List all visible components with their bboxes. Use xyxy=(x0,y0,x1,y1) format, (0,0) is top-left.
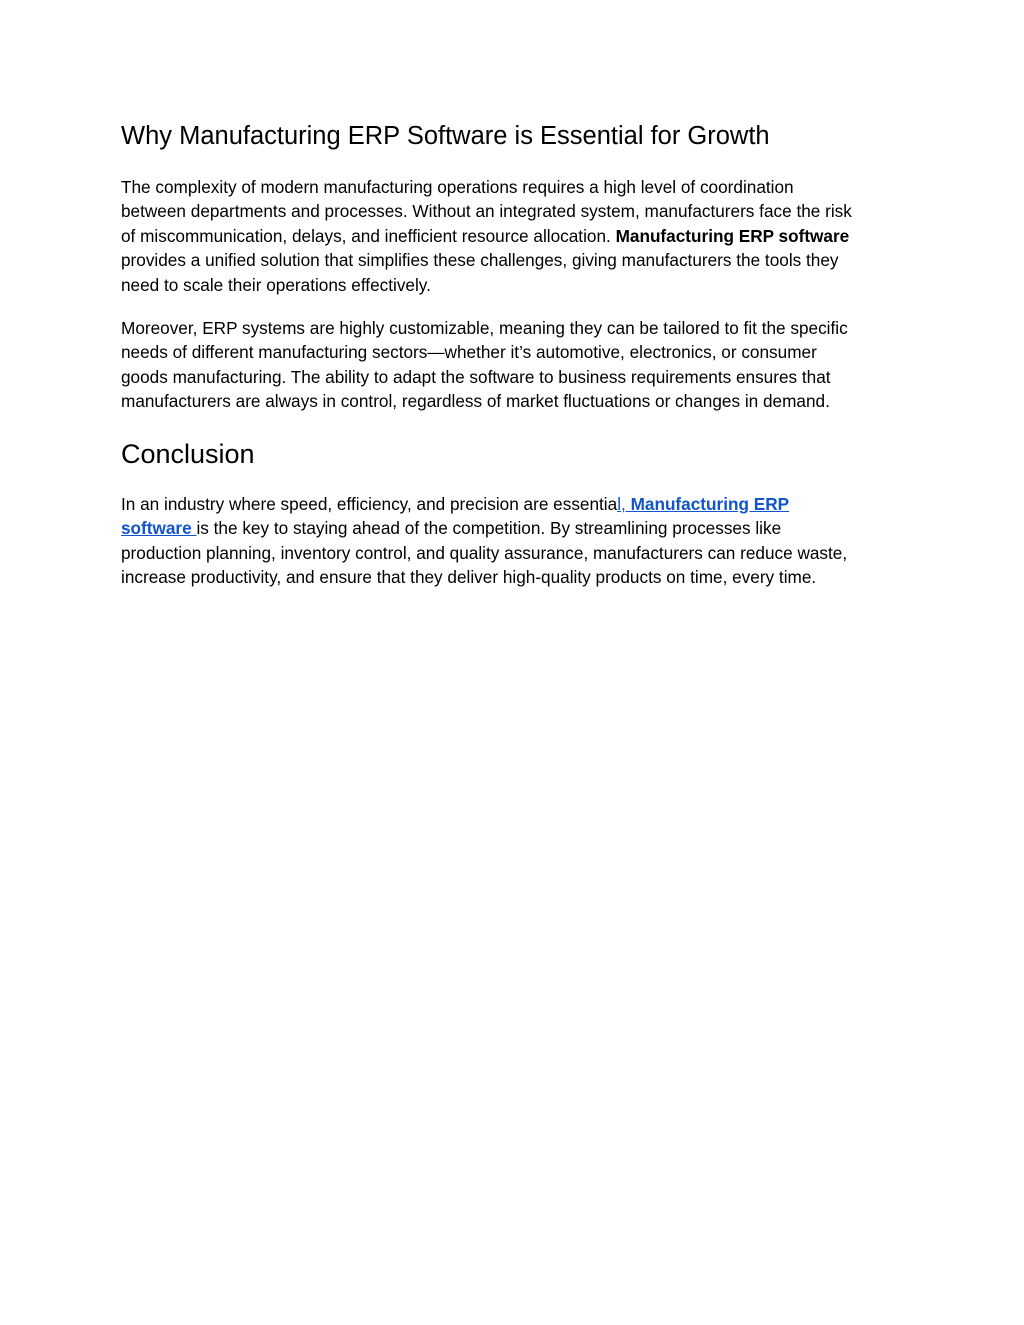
erp-software-link[interactable]: Manufacturing ERP xyxy=(630,494,790,514)
text-line xyxy=(121,492,911,516)
text-segment: In an industry where speed, efficiency, and precision are essentia xyxy=(121,494,618,514)
text-line: provides a unified solution that simplifies these challenges, giving manufacturers the tools they xyxy=(121,250,839,271)
erp-software-link-prefix[interactable]: l, xyxy=(617,494,631,514)
text-line: production planning, inventory control, and quality assurance, manufacturers can reduce waste, xyxy=(121,542,848,563)
text-line: The complexity of modern manufacturing operations requires a high level of coordination xyxy=(121,177,794,197)
paragraph-customization xyxy=(121,316,911,414)
conclusion-heading: Conclusion xyxy=(121,439,255,469)
text-segment: of miscommunication, delays, and inefficient resource allocation. xyxy=(121,225,616,246)
text-line xyxy=(121,224,911,248)
text-line: needs of different manufacturing sectors—whether it’s automotive, electronics, or consumer xyxy=(121,342,817,363)
text-line: increase productivity, and ensure that they deliver high-quality products on time, every time. xyxy=(121,567,817,588)
text-segment: is the key to staying ahead of the competition. By streamlining processes like xyxy=(196,518,782,539)
paragraph-intro xyxy=(121,175,911,297)
text-line xyxy=(121,516,911,540)
paragraph-conclusion xyxy=(121,492,911,590)
bold-term: Manufacturing ERP software xyxy=(615,225,850,246)
erp-software-link-continued[interactable]: software xyxy=(121,518,197,539)
text-line: need to scale their operations effectively. xyxy=(121,274,431,295)
text-line: between departments and processes. Without an integrated system, manufacturers face the risk xyxy=(121,201,852,222)
text-line: manufacturers are always in control, regardless of market fluctuations or changes in demand. xyxy=(121,391,830,412)
section-heading: Why Manufacturing ERP Software is Essential for Growth xyxy=(121,122,770,150)
text-line: goods manufacturing. The ability to adapt the software to business requirements ensures that xyxy=(121,366,831,387)
text-line: Moreover, ERP systems are highly customizable, meaning they can be tailored to fit the specific xyxy=(121,318,848,338)
